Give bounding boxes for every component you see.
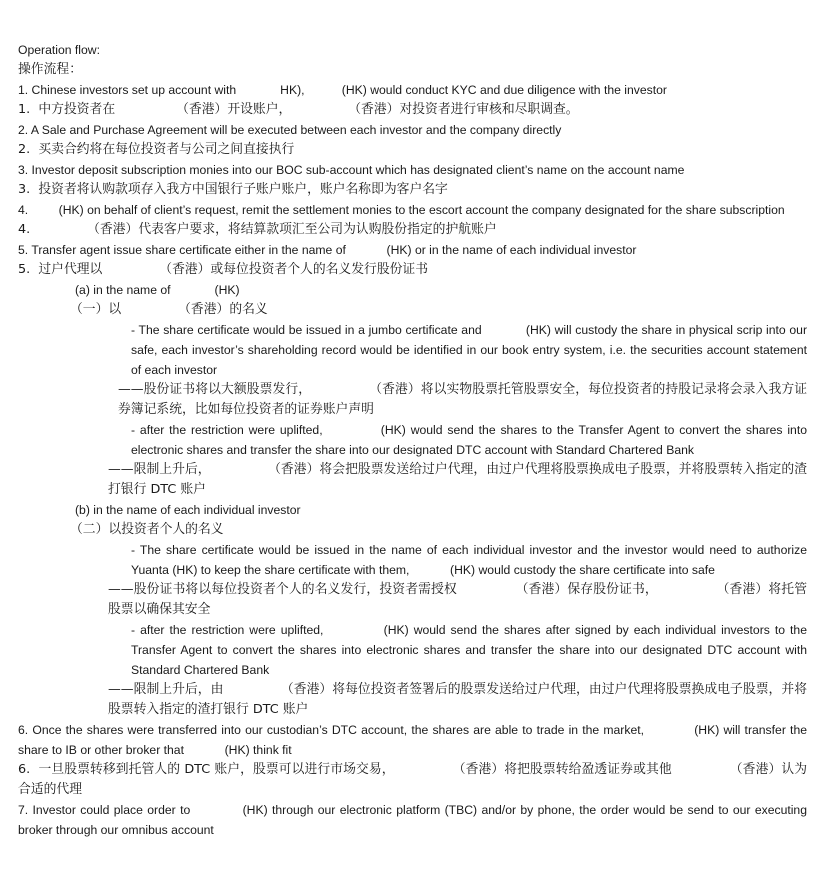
document-line: 5. 过户代理以 （香港）或每位投资者个人的名义发行股份证书 — [18, 262, 429, 277]
document-line: 1. Chinese investors set up account with HK), (HK) would conduct KYC and due diligence with the investor — [18, 83, 667, 97]
document-line: 5. Transfer agent issue share certificate either in the name of (HK) or in the name of each individual investor — [18, 243, 637, 257]
document-line: 4. （香港）代表客户要求，将结算款项汇至公司为认购股份指定的护航账户 — [18, 222, 497, 237]
document-line: （一）以 （香港）的名义 — [70, 302, 268, 317]
document-line: ——股份证书将以每位投资者个人的名义发行，投资者需授权 （香港）保存股份证书， （香港）将托管股票以确保其安全 — [108, 582, 807, 617]
document-line: - The share certificate would be issued in a jumbo certificate and (HK) will custody the share in physical scrip into our safe, each investor’s shareholding record would be identified in our book entry system, i.e. the securities account statement of each investor — [131, 323, 811, 377]
document-line: - after the restriction were uplifted, (HK) would send the shares after signed by each individual investors to the Transfer Agent to convert the shares into electronic shares and transfer the share into our designated DTC account with Standard Chartered Bank — [131, 623, 811, 677]
document-line: Operation flow: — [18, 43, 100, 57]
document-line: 7. Investor could place order to (HK) through our electronic platform (TBC) and/or by phone, the order would be send to our executing broker through our omnibus account — [18, 803, 811, 837]
document-line: 6. 一旦股票转移到托管人的 DTC 账户，股票可以进行市场交易， （香港）将把股票转给盈透证券或其他 （香港）认为合适的代理 — [18, 762, 807, 797]
document-line: (b) in the name of each individual investor — [75, 503, 301, 517]
document-line: 2. 买卖合约将在每位投资者与公司之间直接执行 — [18, 142, 295, 157]
document-line: 3. Investor deposit subscription monies into our BOC sub-account which has designated client’s name on the account name — [18, 163, 685, 177]
document-line: ——限制上升后， （香港）将会把股票发送给过户代理，由过户代理将股票换成电子股票，并将股票转入指定的渣打银行 DTC 账户 — [108, 462, 807, 497]
document-line: - after the restriction were uplifted, (HK) would send the shares to the Transfer Agent to convert the shares into electronic shares and transfer the share into our designated DTC account with Standard Chartered Bank — [131, 423, 811, 457]
document-line: 3. 投资者将认购款项存入我方中国银行子账户账户，账户名称即为客户名字 — [18, 182, 448, 197]
document-line: 4. (HK) on behalf of client’s request, remit the settlement monies to the escort account the company designated for the share subscription — [18, 203, 785, 217]
document-line: 6. Once the shares were transferred into our custodian’s DTC account, the shares are able to trade in the market, (HK) will transfer the share to IB or other broker that (HK) think fit — [18, 723, 811, 757]
document-line: - The share certificate would be issued in the name of each individual investor and the investor would need to authorize Yuanta (HK) to keep the share certificate with them, (HK) would custody the share certificate into safe — [131, 543, 811, 577]
document-body — [18, 40, 811, 840]
document-line: （二）以投资者个人的名义 — [70, 522, 224, 537]
document-line: 1. 中方投资者在 （香港）开设账户， （香港）对投资者进行审核和尽职调查。 — [18, 102, 579, 117]
document-line: 操作流程： — [18, 62, 82, 77]
document-line: ——限制上升后，由 （香港）将每位投资者签署后的股票发送给过户代理，由过户代理将股票换成电子股票，并将股票转入指定的渣打银行 DTC 账户 — [108, 682, 807, 717]
document-line: ——股份证书将以大额股票发行， （香港）将以实物股票托管股票安全，每位投资者的持股记录将会录入我方证券簿记系统，比如每位投资者的证券账户声明 — [118, 382, 807, 417]
document-line: (a) in the name of (HK) — [75, 283, 240, 297]
document-line: 2. A Sale and Purchase Agreement will be executed between each investor and the company directly — [18, 123, 562, 137]
